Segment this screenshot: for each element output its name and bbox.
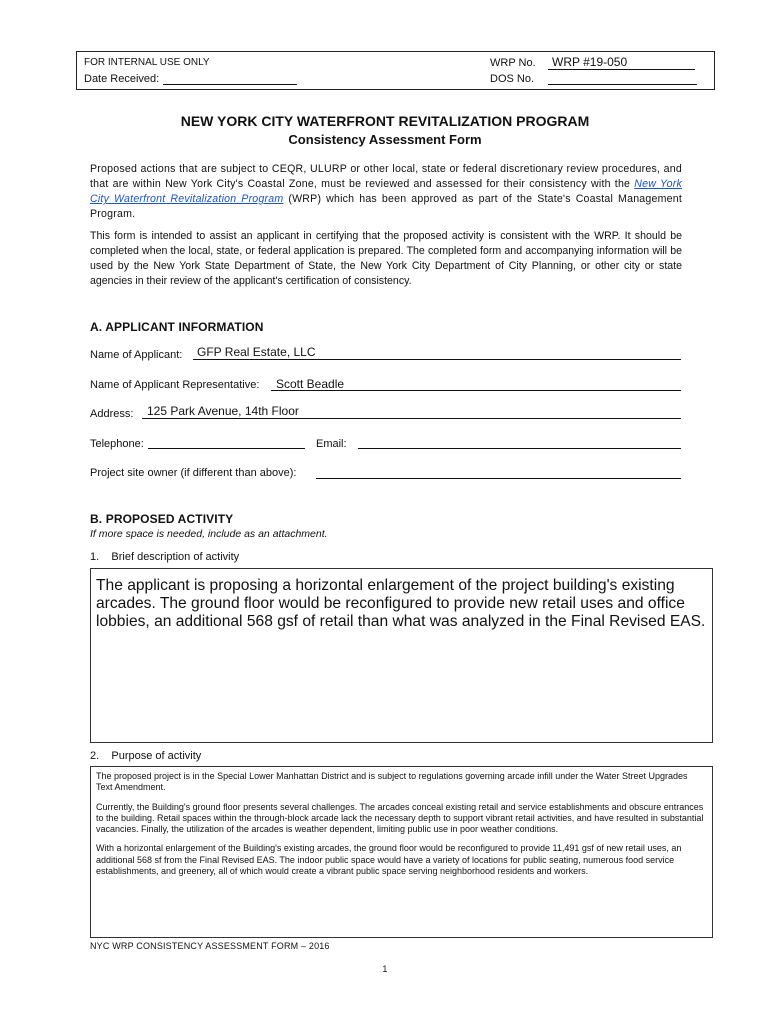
telephone-line (148, 448, 305, 449)
activity-purpose-text (91, 767, 712, 877)
internal-use-label: FOR INTERNAL USE ONLY (84, 57, 210, 68)
site-owner-line (316, 478, 681, 479)
address-label: Address: (90, 408, 134, 420)
telephone-label: Telephone: (90, 438, 144, 450)
footer-form-name: NYC WRP CONSISTENCY ASSESSMENT FORM – 2016 (90, 941, 330, 951)
section-a-heading: A. APPLICANT INFORMATION (90, 320, 264, 334)
representative-label: Name of Applicant Representative: (90, 379, 260, 391)
representative-field[interactable]: Scott Beadle (276, 377, 345, 391)
purpose-paragraph: With a horizontal enlargement of the Building's existing arcades, the ground floor would be reconfigured to provide 11,491 gsf of new retail uses, an additional 568 sf from the Final Revised EAS. The indoor public space would have a variety of locations for public seating, numerous food service establishments, and greenery, all of which would create a vibrant public space serving neighborhood residents and workers. (96, 843, 682, 877)
address-field[interactable]: 125 Park Avenue, 14th Floor (147, 404, 299, 418)
intro-paragraph-1: Proposed actions that are subject to CEQR, ULURP or other local, state or federal discretionary review procedures, and that are within New York City's Coastal Zone, must be reviewed and assessed for their consistency with the New York City Waterfront Revitalization Program (WRP) which has been approved as part of the State's Coastal Management Program. (90, 163, 683, 220)
wrp-no-label: WRP No. (490, 57, 536, 69)
form-title: NEW YORK CITY WATERFRONT REVITALIZATION PROGRAM (180, 113, 590, 129)
dos-no-label: DOS No. (490, 73, 535, 85)
activity-description-text: The applicant is proposing a horizontal enlargement of the project building's existing arcades. The ground floor would be reconfigured to provide new retail uses and office lobbies, an additional 568 gsf of retail than what was analyzed in the Final Revised EAS. (96, 577, 706, 630)
date-received-line (163, 84, 297, 85)
wrp-no-line (548, 69, 695, 70)
purpose-paragraph: Currently, the Building's ground floor presents several challenges. The arcades conceal existing retail and service establishments and obscure entrances to the building. Retail spaces within the through-block arcade lack the necessary depth to support vibrant retail activities, and have resulted in substantial vacancies. Finally, the utilization of the arcades is weather dependent, limiting public use in poor weather conditions. (96, 801, 704, 835)
purpose-paragraph: The proposed project is in the Special Lower Manhattan District and is subject to regulations governing arcade infill under the Water Street Upgrades Text Amendment. (96, 771, 688, 793)
intro-paragraph-2: This form is intended to assist an applicant in certifying that the proposed activity is consistent with the WRP. It should be completed when the local, state, or federal application is prepared. The completed form and accompanying information will be used by the New York State Department of State, the New York City Department of City Planning, or other city or state agencies in their review of the applicant's certification of consistency. (90, 230, 682, 287)
dos-no-line (548, 84, 697, 85)
section-b-note: If more space is needed, include as an attachment. (90, 528, 328, 540)
page-number: 1 (382, 964, 388, 974)
site-owner-label: Project site owner (if different than above): (90, 467, 297, 479)
applicant-name-field[interactable]: GFP Real Estate, LLC (197, 345, 316, 359)
applicant-name-label: Name of Applicant: (90, 349, 183, 361)
form-subtitle: Consistency Assessment Form (288, 132, 482, 147)
activity-purpose-box[interactable] (90, 766, 713, 938)
applicant-name-line (193, 359, 681, 360)
wrp-link[interactable]: New York City Waterfront Revitalization Program (90, 178, 682, 205)
q2-label: 2. Purpose of activity (90, 750, 202, 762)
address-line (142, 418, 681, 419)
internal-use-header-box (76, 51, 715, 90)
section-b-heading: B. PROPOSED ACTIVITY (90, 512, 234, 526)
date-received-label: Date Received: (84, 73, 160, 85)
activity-description-box[interactable] (90, 568, 713, 743)
email-label: Email: (316, 438, 347, 450)
wrp-no-field[interactable]: WRP #19-050 (552, 55, 628, 69)
q1-label: 1. Brief description of activity (90, 551, 240, 563)
email-line (358, 448, 681, 449)
